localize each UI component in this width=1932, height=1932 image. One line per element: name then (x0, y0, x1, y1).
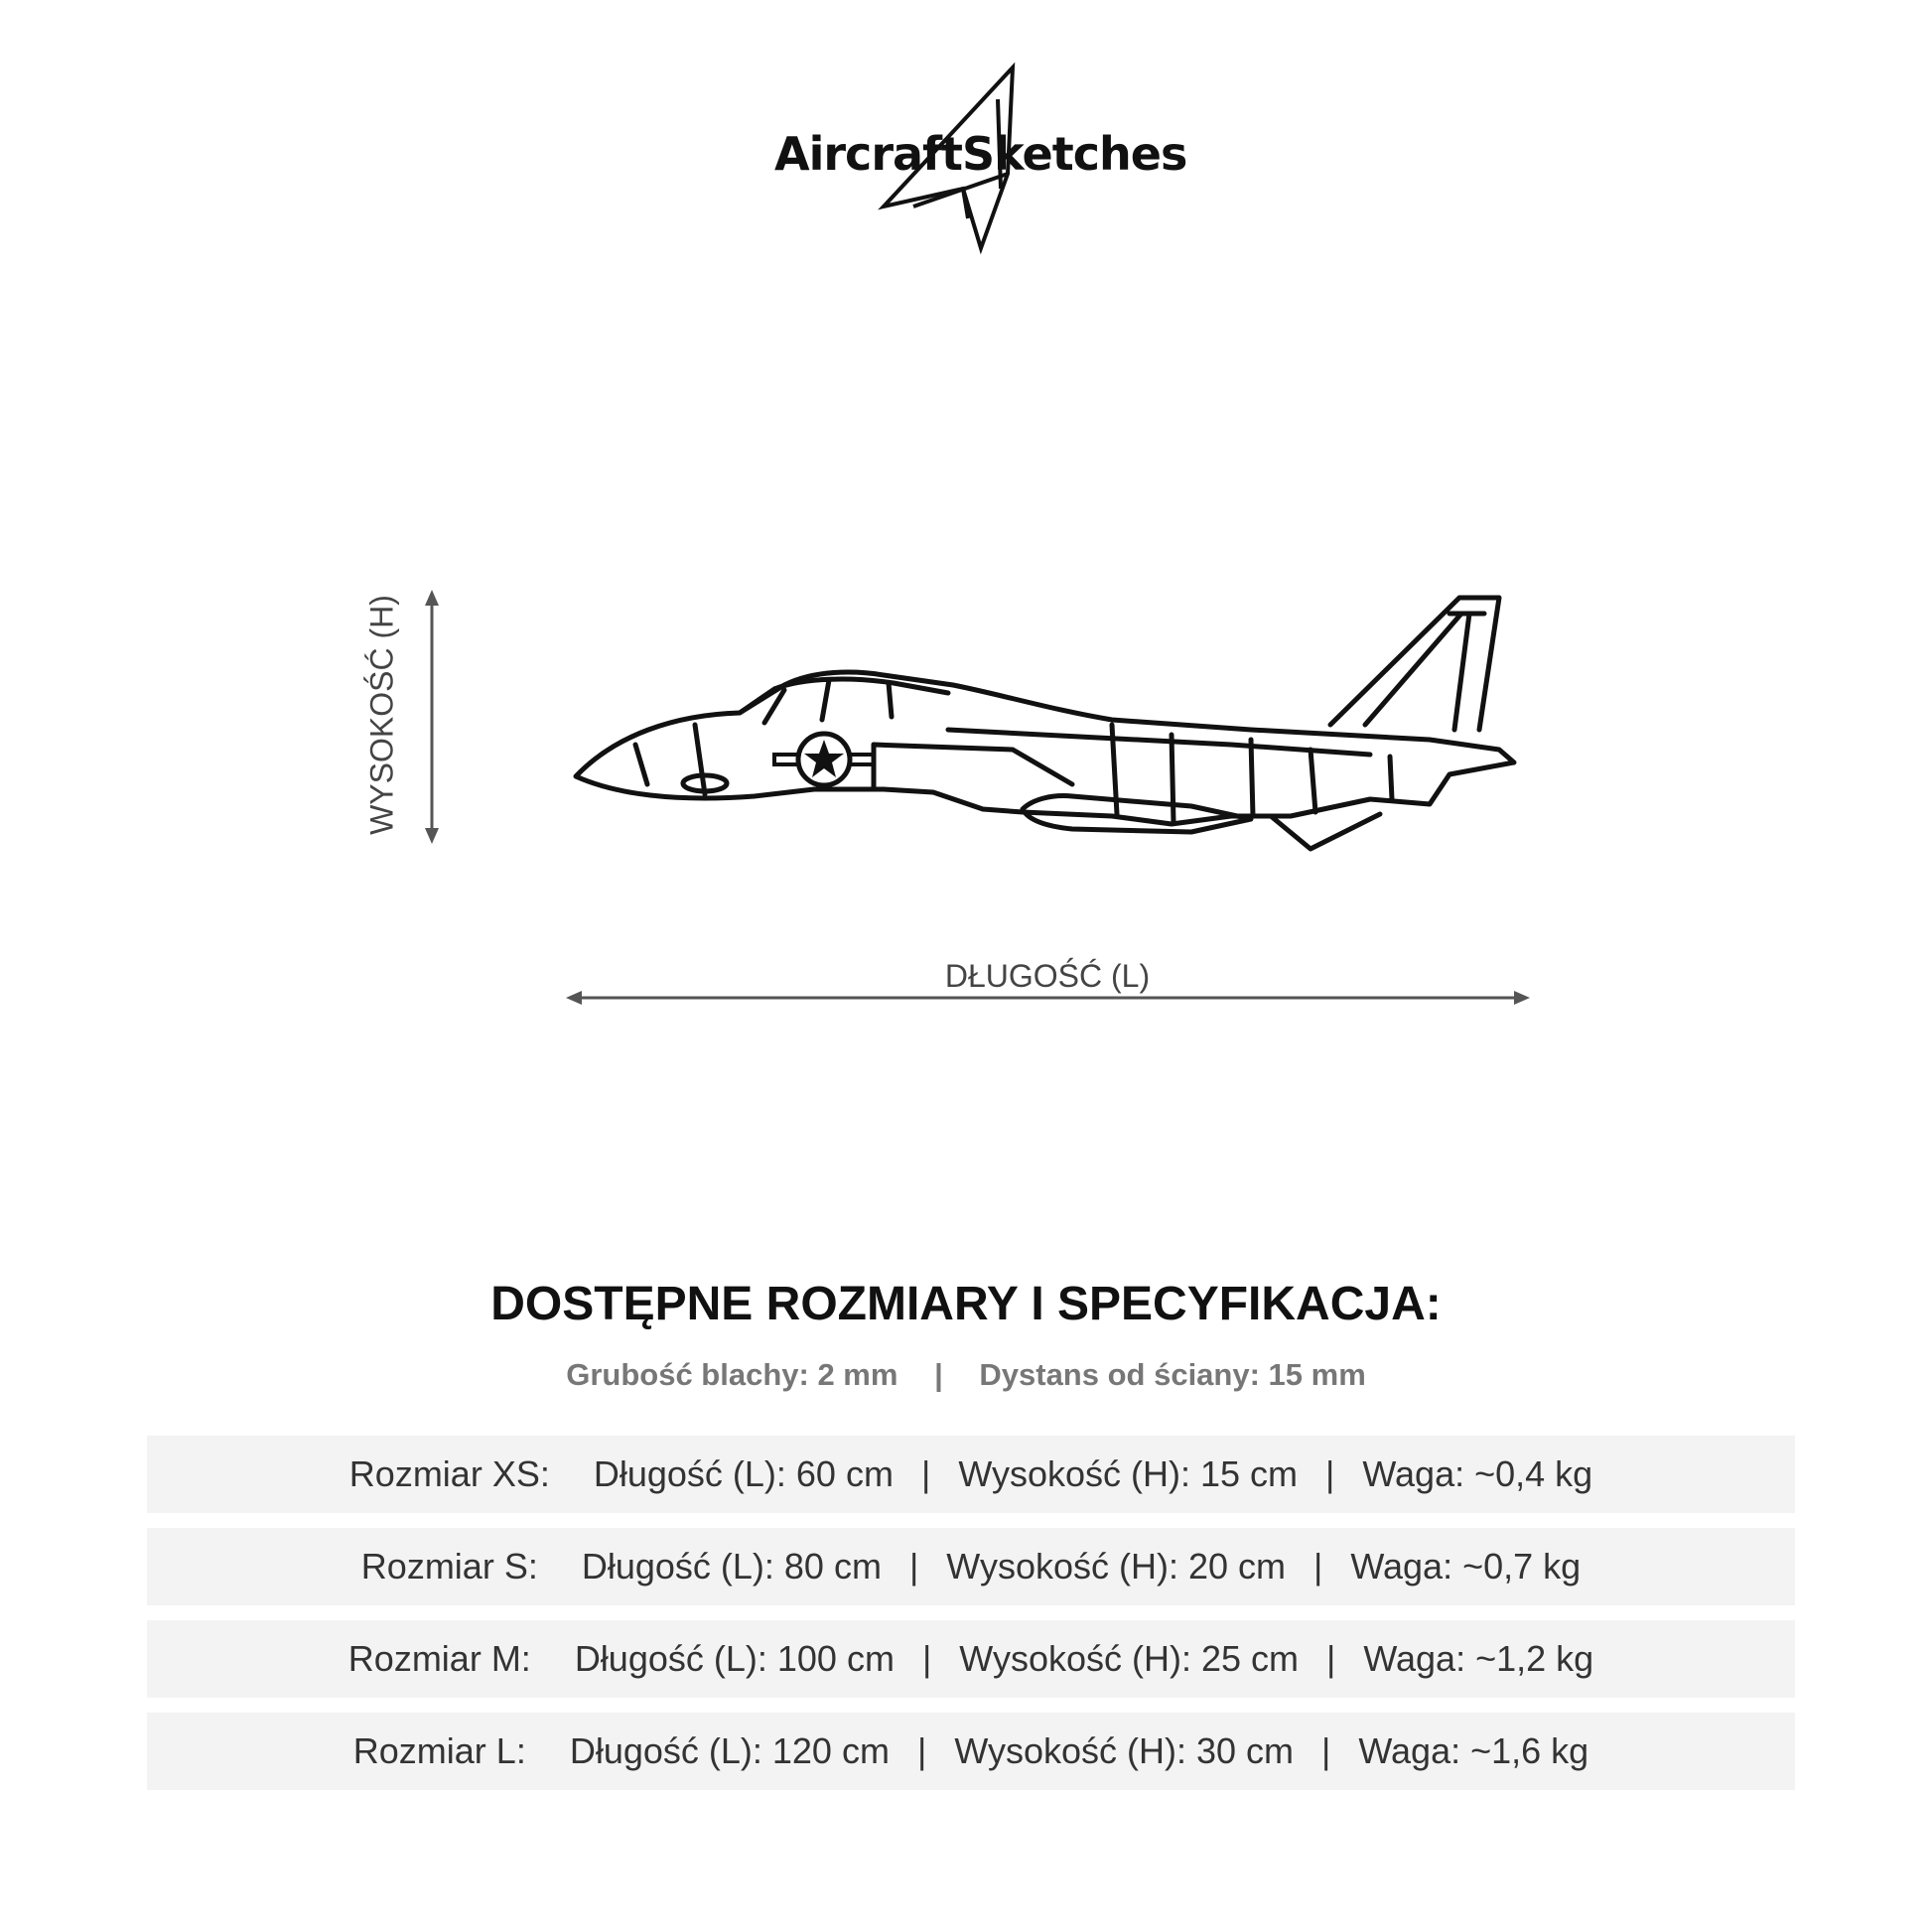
sheet-thickness: Grubość blachy: 2 mm (566, 1357, 898, 1392)
size-length: Długość (L): 60 cm (593, 1453, 894, 1494)
height-label: WYSOKOŚĆ (H) (363, 595, 400, 835)
specs-title: DOSTĘPNE ROZMIARY I SPECYFIKACJA: (490, 1278, 1442, 1330)
size-table (147, 1436, 1795, 1805)
separator: | (1326, 1638, 1336, 1679)
separator: | (934, 1357, 943, 1392)
size-row-xs (147, 1436, 1795, 1513)
size-length: Długość (L): 120 cm (569, 1730, 890, 1771)
specs-subtitle (0, 1357, 1932, 1393)
separator: | (1321, 1730, 1331, 1771)
size-row-s (147, 1528, 1795, 1605)
wall-distance: Dystans od ściany: 15 mm (979, 1357, 1366, 1392)
size-length: Długość (L): 100 cm (574, 1638, 895, 1679)
size-row-m (147, 1620, 1795, 1698)
brand-logo (764, 60, 1187, 258)
star-insignia-icon (774, 734, 874, 785)
logo-text: AircraftSketches (774, 127, 1187, 181)
separator: | (1325, 1453, 1335, 1494)
size-name: Rozmiar L: (352, 1730, 526, 1771)
aircraft-silhouette (556, 586, 1539, 884)
size-row-l (147, 1713, 1795, 1790)
size-weight: Waga: ~0,4 kg (1362, 1453, 1593, 1494)
size-weight: Waga: ~0,7 kg (1350, 1546, 1582, 1587)
size-height: Wysokość (H): 20 cm (946, 1546, 1287, 1587)
separator: | (916, 1730, 927, 1771)
separator: | (908, 1546, 919, 1587)
length-arrow-icon (564, 983, 1532, 1013)
separator: | (921, 1638, 932, 1679)
size-name: Rozmiar XS: (348, 1453, 550, 1494)
size-length: Długość (L): 80 cm (581, 1546, 882, 1587)
size-name: Rozmiar S: (360, 1546, 538, 1587)
size-weight: Waga: ~1,6 kg (1358, 1730, 1589, 1771)
size-height: Wysokość (H): 15 cm (958, 1453, 1299, 1494)
size-name: Rozmiar M: (347, 1638, 531, 1679)
size-weight: Waga: ~1,2 kg (1363, 1638, 1594, 1679)
size-height: Wysokość (H): 30 cm (954, 1730, 1295, 1771)
separator: | (920, 1453, 931, 1494)
height-arrow-icon (417, 588, 447, 846)
separator: | (1313, 1546, 1323, 1587)
length-label: DŁUGOŚĆ (L) (944, 958, 1151, 994)
size-height: Wysokość (H): 25 cm (959, 1638, 1300, 1679)
